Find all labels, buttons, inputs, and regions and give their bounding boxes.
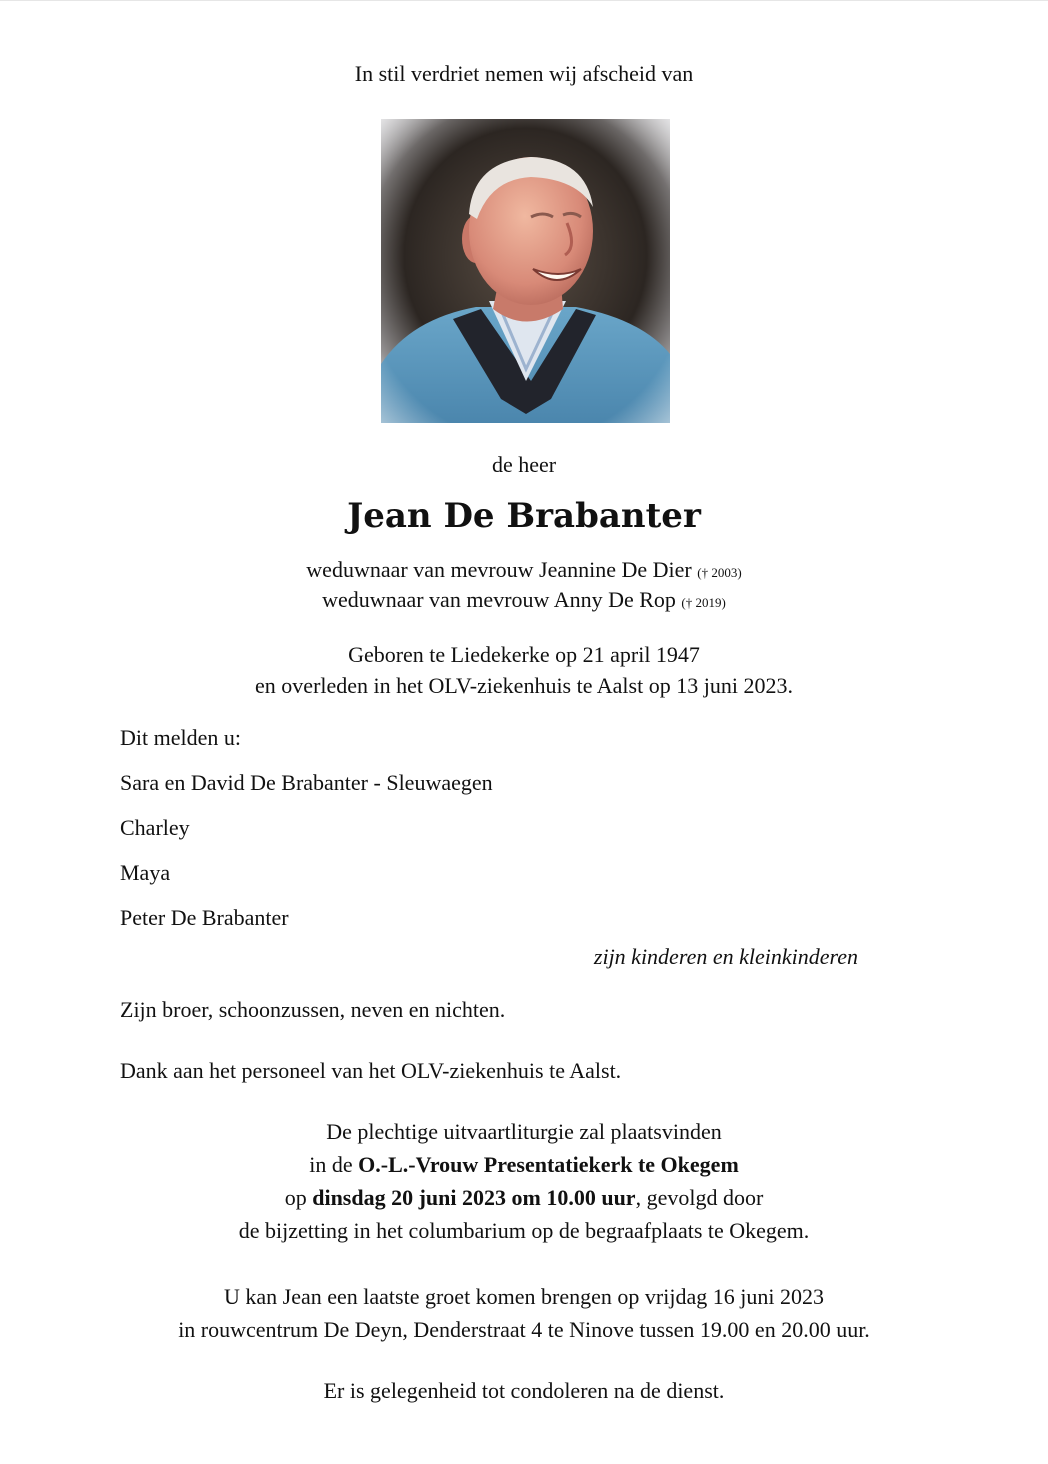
spouse-text: weduwnaar van mevrouw Anny De Rop <box>322 587 676 612</box>
portrait-photo <box>381 119 670 423</box>
announcer-item: Peter De Brabanter <box>120 905 289 930</box>
funeral-location-prefix: in de <box>309 1152 359 1177</box>
deceased-name: Jean De Brabanter <box>347 496 701 536</box>
announcers-relation: zijn kinderen en kleinkinderen <box>593 944 858 969</box>
thanks-line: Dank aan het personeel van het OLV-ziekenhuis te Aalst. <box>120 1058 622 1083</box>
funeral-church: O.-L.-Vrouw Presentatiekerk te Okegem <box>358 1152 739 1177</box>
salutation: de heer <box>491 452 557 477</box>
funeral-datetime-suffix: , gevolgd door <box>635 1185 764 1210</box>
birth-line: Geboren te Liedekerke op 21 april 1947 <box>348 642 700 667</box>
visit-line: U kan Jean een laatste groet komen brengen op vrijdag 16 juni 2023 <box>224 1284 824 1309</box>
intro-text: In stil verdriet nemen wij afscheid van <box>354 61 694 86</box>
relatives-line: Zijn broer, schoonzussen, neven en nichten. <box>120 997 506 1022</box>
spouse-line <box>0 583 1048 619</box>
spouse-death-year: († 2019) <box>681 595 726 610</box>
funeral-line: de bijzetting in het columbarium op de begraafplaats te Okegem. <box>238 1218 810 1243</box>
funeral-datetime <box>0 1181 1048 1214</box>
announcer-item: Sara en David De Brabanter - Sleuwaegen <box>120 770 493 795</box>
funeral-line: De plechtige uitvaartliturgie zal plaatsvinden <box>326 1119 722 1144</box>
spouse-text: weduwnaar van mevrouw Jeannine De Dier <box>306 557 692 582</box>
condolences-line: Er is gelegenheid tot condoleren na de dienst. <box>323 1378 725 1403</box>
death-line: en overleden in het OLV-ziekenhuis te Aalst op 13 juni 2023. <box>255 673 793 698</box>
announcers-intro: Dit melden u: <box>120 725 241 750</box>
visit-line: in rouwcentrum De Deyn, Denderstraat 4 te Ninove tussen 19.00 en 20.00 uur. <box>178 1317 870 1342</box>
announcer-item: Maya <box>120 860 171 885</box>
spouse-death-year: († 2003) <box>697 565 742 580</box>
funeral-location <box>0 1148 1048 1181</box>
announcer-item: Charley <box>120 815 190 840</box>
funeral-datetime-prefix: op <box>284 1185 313 1210</box>
funeral-date: dinsdag 20 juni 2023 om 10.00 uur <box>312 1185 636 1210</box>
